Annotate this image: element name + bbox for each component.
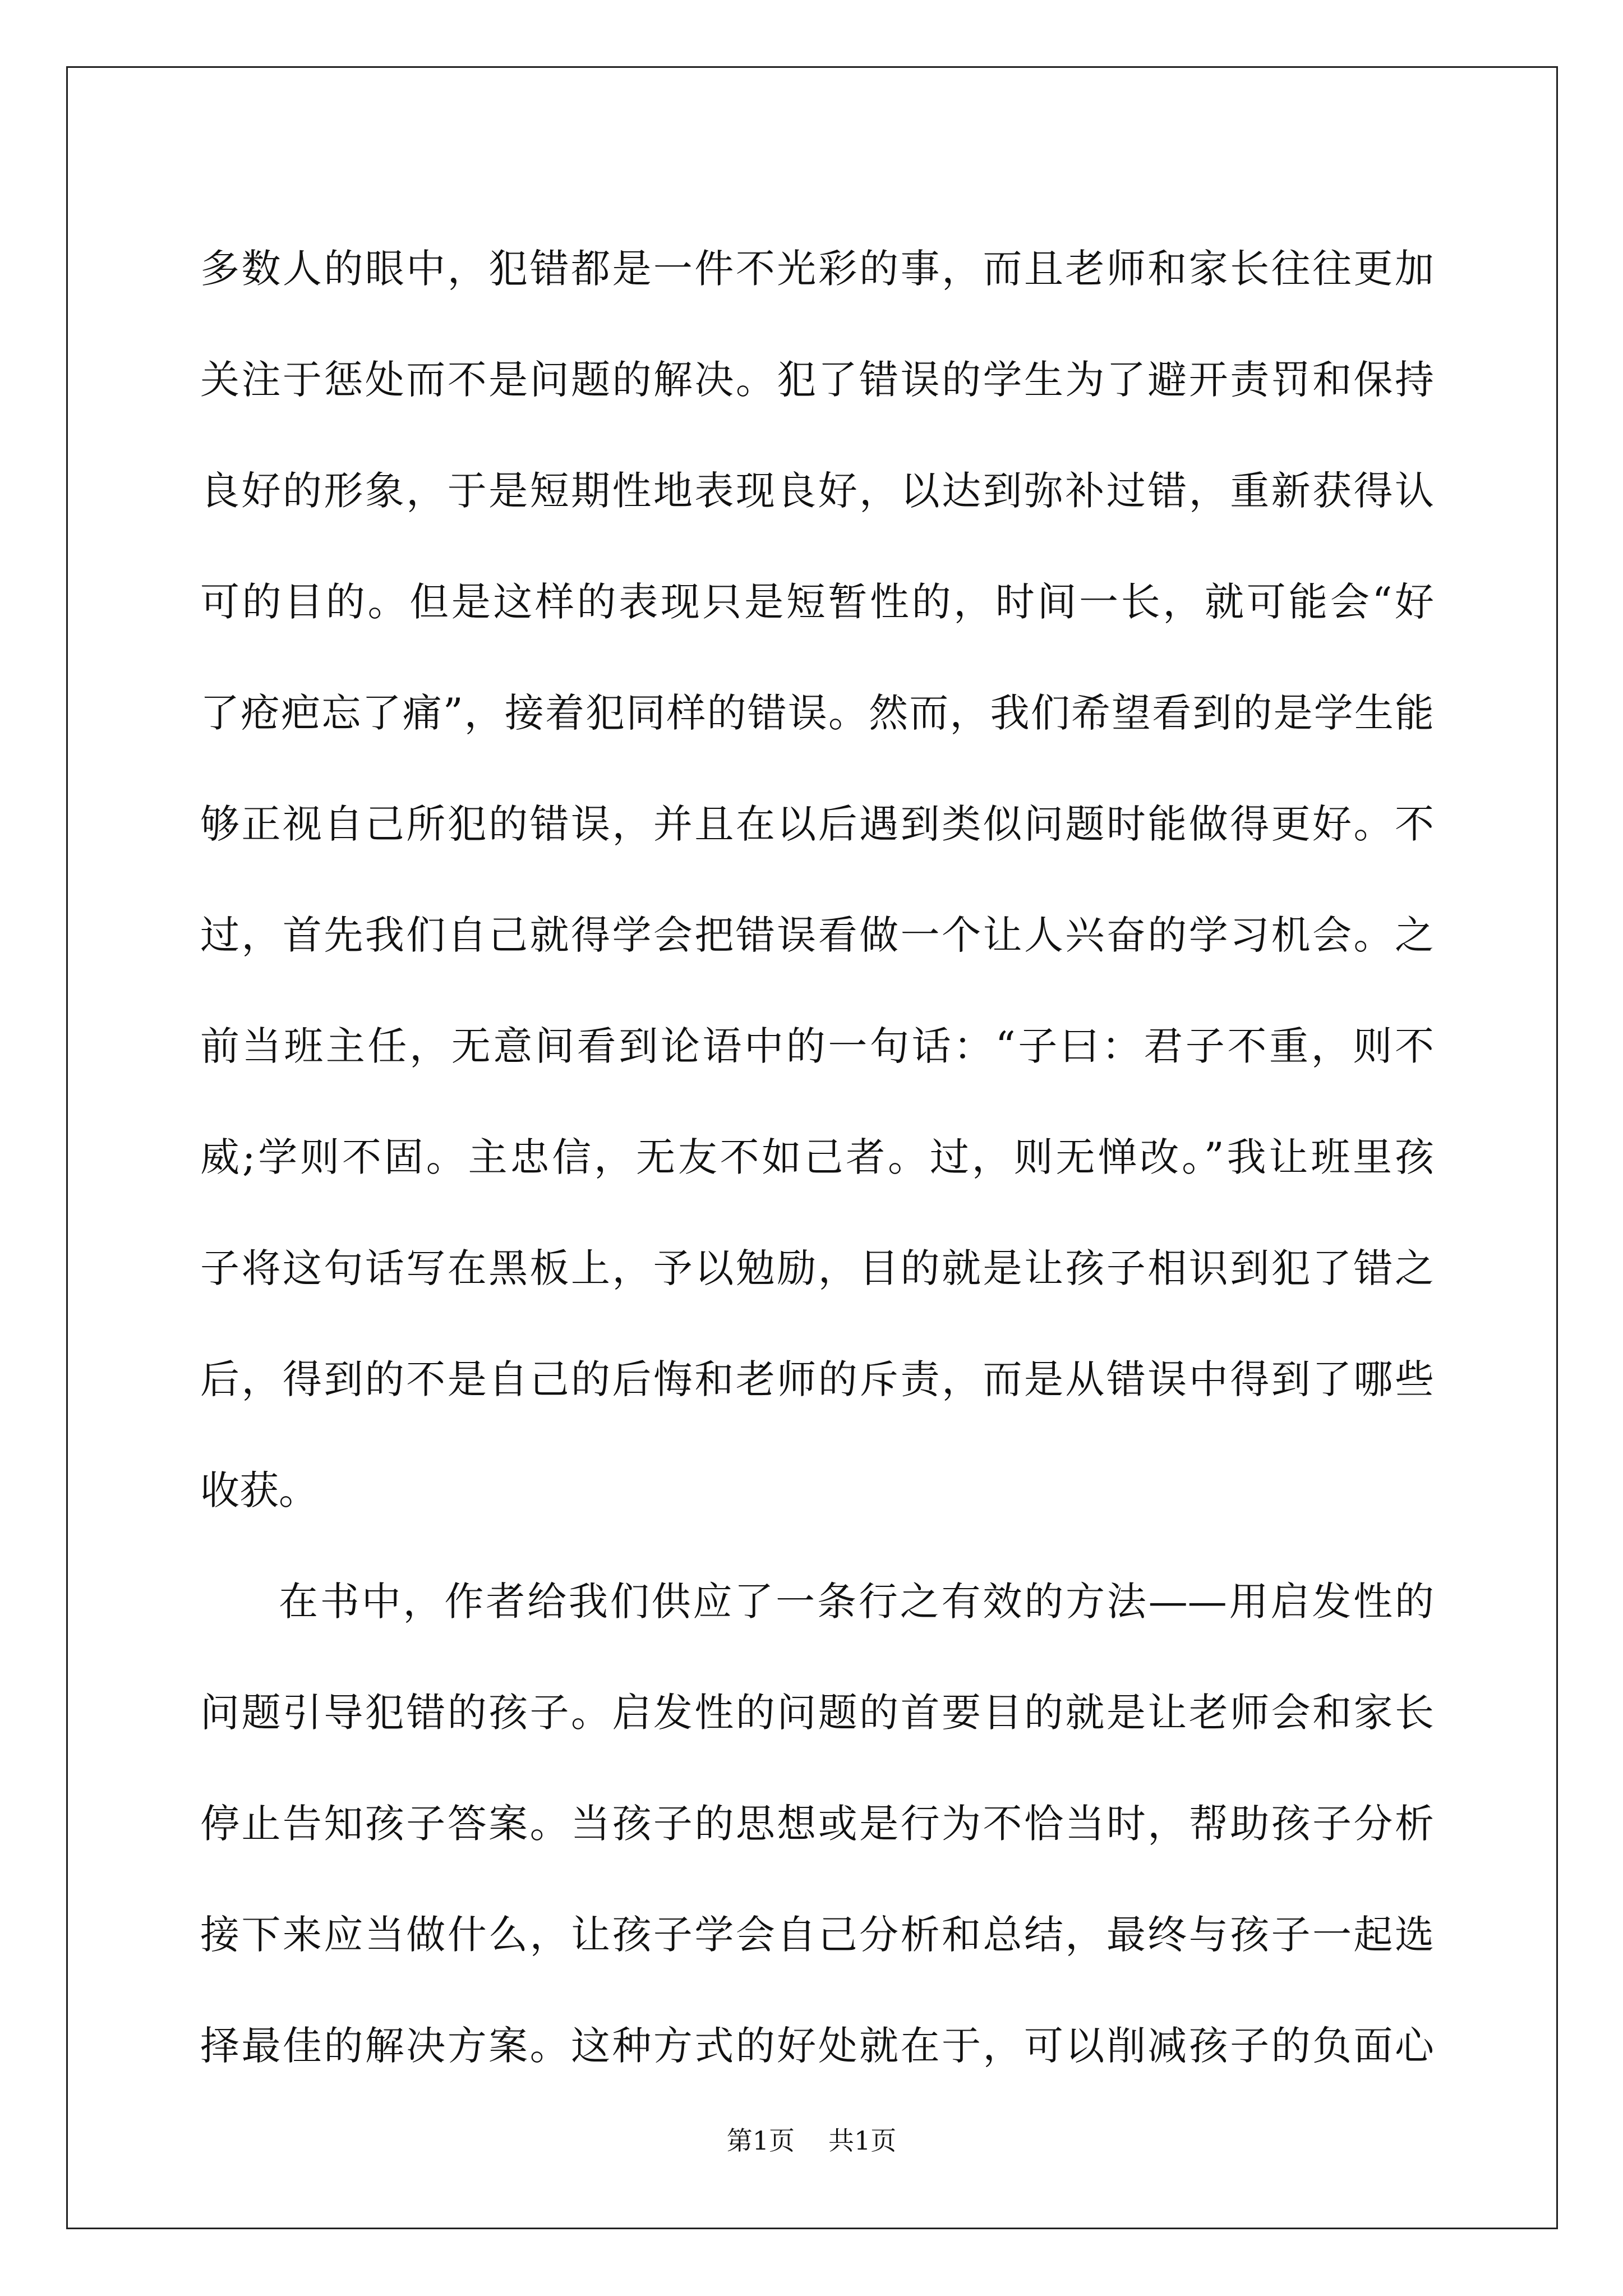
text-line: 了疮疤忘了痛”，接着犯同样的错误。然而，我们希望看到的是学生能 — [200, 690, 1434, 736]
text-line: 良好的形象，于是短期性地表现良好，以达到弥补过错，重新获得认 — [200, 468, 1434, 514]
text-line: 子将这句话写在黑板上，予以勉励，目的就是让孩子相识到犯了错之 — [200, 1245, 1434, 1291]
text-line: 过，首先我们自己就得学会把错误看做一个让人兴奋的学习机会。之 — [200, 912, 1434, 958]
text-line: 停止告知孩子答案。当孩子的思想或是行为不恰当时，帮助孩子分析 — [200, 1801, 1434, 1847]
text-line: 收获。 — [200, 1467, 318, 1513]
text-line: 择最佳的解决方案。这种方式的好处就在于，可以削减孩子的负面心 — [200, 2023, 1434, 2069]
text-line: 问题引导犯错的孩子。启发性的问题的首要目的就是让老师会和家长 — [200, 1690, 1434, 1736]
page-number: 第1页 — [726, 2125, 795, 2156]
text-line: 前当班主任，无意间看到论语中的一句话：“子曰：君子不重，则不 — [200, 1023, 1434, 1069]
document-body — [200, 213, 1434, 2101]
text-line: 可的目的。但是这样的表现只是短暂性的，时间一长，就可能会“好 — [200, 579, 1434, 625]
paragraph-1 — [200, 213, 1434, 1546]
text-line: 关注于惩处而不是问题的解决。犯了错误的学生为了避开责罚和保持 — [200, 357, 1434, 403]
page-total: 共1页 — [828, 2125, 897, 2156]
text-line: 多数人的眼中，犯错都是一件不光彩的事，而且老师和家长往往更加 — [200, 246, 1434, 292]
text-line: 够正视自己所犯的错误，并且在以后遇到类似问题时能做得更好。不 — [200, 801, 1434, 847]
text-line: 后，得到的不是自己的后悔和老师的斥责，而是从错误中得到了哪些 — [200, 1356, 1434, 1402]
text-line: 威;学则不固。主忠信，无友不如己者。过，则无惮改。”我让班里孩 — [200, 1134, 1434, 1180]
text-line: 在书中，作者给我们供应了一条行之有效的方法——用启发性的 — [279, 1579, 1434, 1625]
page-footer — [0, 2120, 1623, 2157]
paragraph-2 — [200, 1546, 1434, 2101]
text-line: 接下来应当做什么，让孩子学会自己分析和总结，最终与孩子一起选 — [200, 1912, 1434, 1958]
